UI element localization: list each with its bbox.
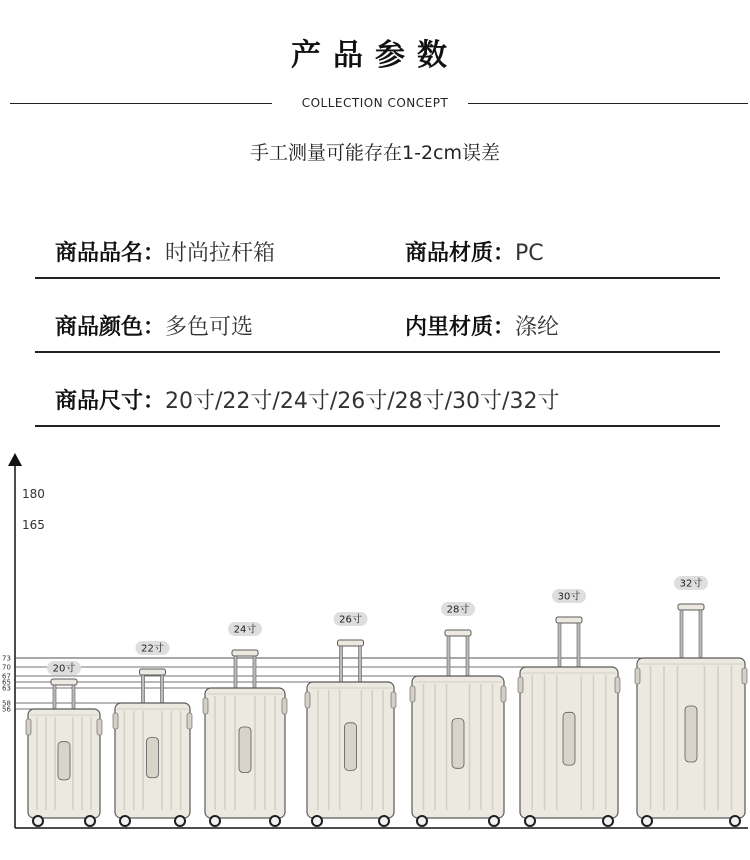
size-label-text: 26寸 xyxy=(339,614,362,626)
size-chart-svg xyxy=(0,450,750,860)
spec-name-key: 商品品名： xyxy=(55,241,166,266)
suitcase-20寸 xyxy=(26,679,102,826)
spec-lining xyxy=(405,310,559,341)
handle-grip xyxy=(338,640,364,646)
handle-grip xyxy=(445,630,471,636)
suitcase-26寸 xyxy=(305,640,396,826)
y-tick-label-minor: 73 xyxy=(2,654,11,663)
y-tick-label-minor: 65 xyxy=(2,678,11,687)
handle-pole xyxy=(680,610,683,660)
handle-pole xyxy=(359,646,362,684)
handle-pole xyxy=(161,675,164,705)
spec-size-key: 商品尺寸： xyxy=(55,389,166,414)
handle-pole xyxy=(142,675,145,705)
wheel-icon xyxy=(379,816,389,826)
side-handle xyxy=(685,706,697,762)
size-label-text: 28寸 xyxy=(446,604,470,616)
spec-material xyxy=(405,236,544,267)
size-label-text: 20寸 xyxy=(52,663,76,675)
size-label-text: 22寸 xyxy=(141,643,164,655)
corner-guard xyxy=(615,677,620,693)
spec-name-value: 时尚拉杆箱 xyxy=(165,241,276,266)
corner-guard xyxy=(97,719,102,735)
spec-size xyxy=(55,384,559,415)
side-handle xyxy=(452,719,464,769)
spec-color-value: 多色可选 xyxy=(165,315,254,340)
wheel-icon xyxy=(730,816,740,826)
handle-grip xyxy=(140,669,166,675)
suitcase-32寸 xyxy=(635,604,747,826)
wheel-icon xyxy=(489,816,499,826)
size-label-24寸 xyxy=(228,622,262,636)
wheel-icon xyxy=(33,816,43,826)
handle-pole xyxy=(72,685,75,711)
side-handle xyxy=(239,727,251,773)
wheel-icon xyxy=(417,816,427,826)
size-label-26寸 xyxy=(334,612,368,626)
size-label-text: 24寸 xyxy=(233,624,257,636)
corner-guard xyxy=(742,668,747,684)
handle-pole xyxy=(447,636,450,678)
handle-grip xyxy=(556,617,582,623)
side-handle xyxy=(563,712,575,765)
corner-guard xyxy=(518,677,523,693)
corner-guard xyxy=(203,698,208,714)
handle-pole xyxy=(53,685,56,711)
handle-pole xyxy=(340,646,343,684)
wheel-icon xyxy=(85,816,95,826)
side-handle xyxy=(58,742,70,780)
wheel-icon xyxy=(603,816,613,826)
y-tick-label-minor: 67 xyxy=(2,672,11,681)
spec-row-2 xyxy=(35,296,720,353)
corner-guard xyxy=(501,686,506,702)
wheel-icon xyxy=(525,816,535,826)
spec-lining-key: 内里材质： xyxy=(405,315,516,340)
spec-row-1 xyxy=(35,222,720,279)
subtitle: COLLECTION CONCEPT xyxy=(301,96,449,110)
wheel-icon xyxy=(270,816,280,826)
side-handle xyxy=(147,738,159,778)
spec-color xyxy=(55,310,253,341)
handle-pole xyxy=(253,656,256,690)
wheel-icon xyxy=(210,816,220,826)
wheel-icon xyxy=(642,816,652,826)
spec-material-value: PC xyxy=(515,241,544,266)
size-label-20寸 xyxy=(47,661,81,675)
spec-color-key: 商品颜色： xyxy=(55,315,166,340)
y-tick-label: 180 xyxy=(22,487,45,501)
handle-pole xyxy=(558,623,561,669)
corner-guard xyxy=(282,698,287,714)
side-handle xyxy=(345,723,357,771)
spec-material-key: 商品材质： xyxy=(405,241,516,266)
handle-pole xyxy=(699,610,702,660)
size-label-30寸 xyxy=(552,589,586,603)
size-label-text: 30寸 xyxy=(557,591,581,603)
size-label-22寸 xyxy=(136,641,170,655)
size-comparison-chart xyxy=(0,450,750,860)
suitcase-24寸 xyxy=(203,650,287,826)
y-tick-label-minor: 63 xyxy=(2,684,11,693)
y-tick-label: 165 xyxy=(22,518,45,532)
size-label-text: 32寸 xyxy=(679,578,703,590)
corner-guard xyxy=(635,668,640,684)
handle-grip xyxy=(51,679,77,685)
spec-size-value: 20寸/22寸/24寸/26寸/28寸/30寸/32寸 xyxy=(165,389,560,414)
corner-guard xyxy=(26,719,31,735)
handle-pole xyxy=(234,656,237,690)
spec-name xyxy=(55,236,275,267)
suitcase-30寸 xyxy=(518,617,620,826)
wheel-icon xyxy=(120,816,130,826)
corner-guard xyxy=(187,713,192,729)
handle-pole xyxy=(466,636,469,678)
suitcase-22寸 xyxy=(113,669,192,826)
spec-row-3 xyxy=(35,370,720,427)
corner-guard xyxy=(391,692,396,708)
handle-grip xyxy=(678,604,704,610)
wheel-icon xyxy=(175,816,185,826)
measurement-note: 手工测量可能存在1-2cm误差 xyxy=(250,142,500,164)
y-tick-label-minor: 58 xyxy=(2,699,11,708)
y-axis-arrow-icon xyxy=(8,453,22,466)
size-label-28寸 xyxy=(441,602,475,616)
y-tick-label-minor: 70 xyxy=(2,663,11,672)
size-label-32寸 xyxy=(674,576,708,590)
handle-pole xyxy=(577,623,580,669)
corner-guard xyxy=(410,686,415,702)
handle-grip xyxy=(232,650,258,656)
spec-lining-value: 涤纶 xyxy=(515,315,560,340)
corner-guard xyxy=(113,713,118,729)
suitcase-28寸 xyxy=(410,630,506,826)
wheel-icon xyxy=(312,816,322,826)
page-title: 产品参数 xyxy=(291,38,459,73)
corner-guard xyxy=(305,692,310,708)
y-tick-label-minor: 56 xyxy=(2,705,11,714)
